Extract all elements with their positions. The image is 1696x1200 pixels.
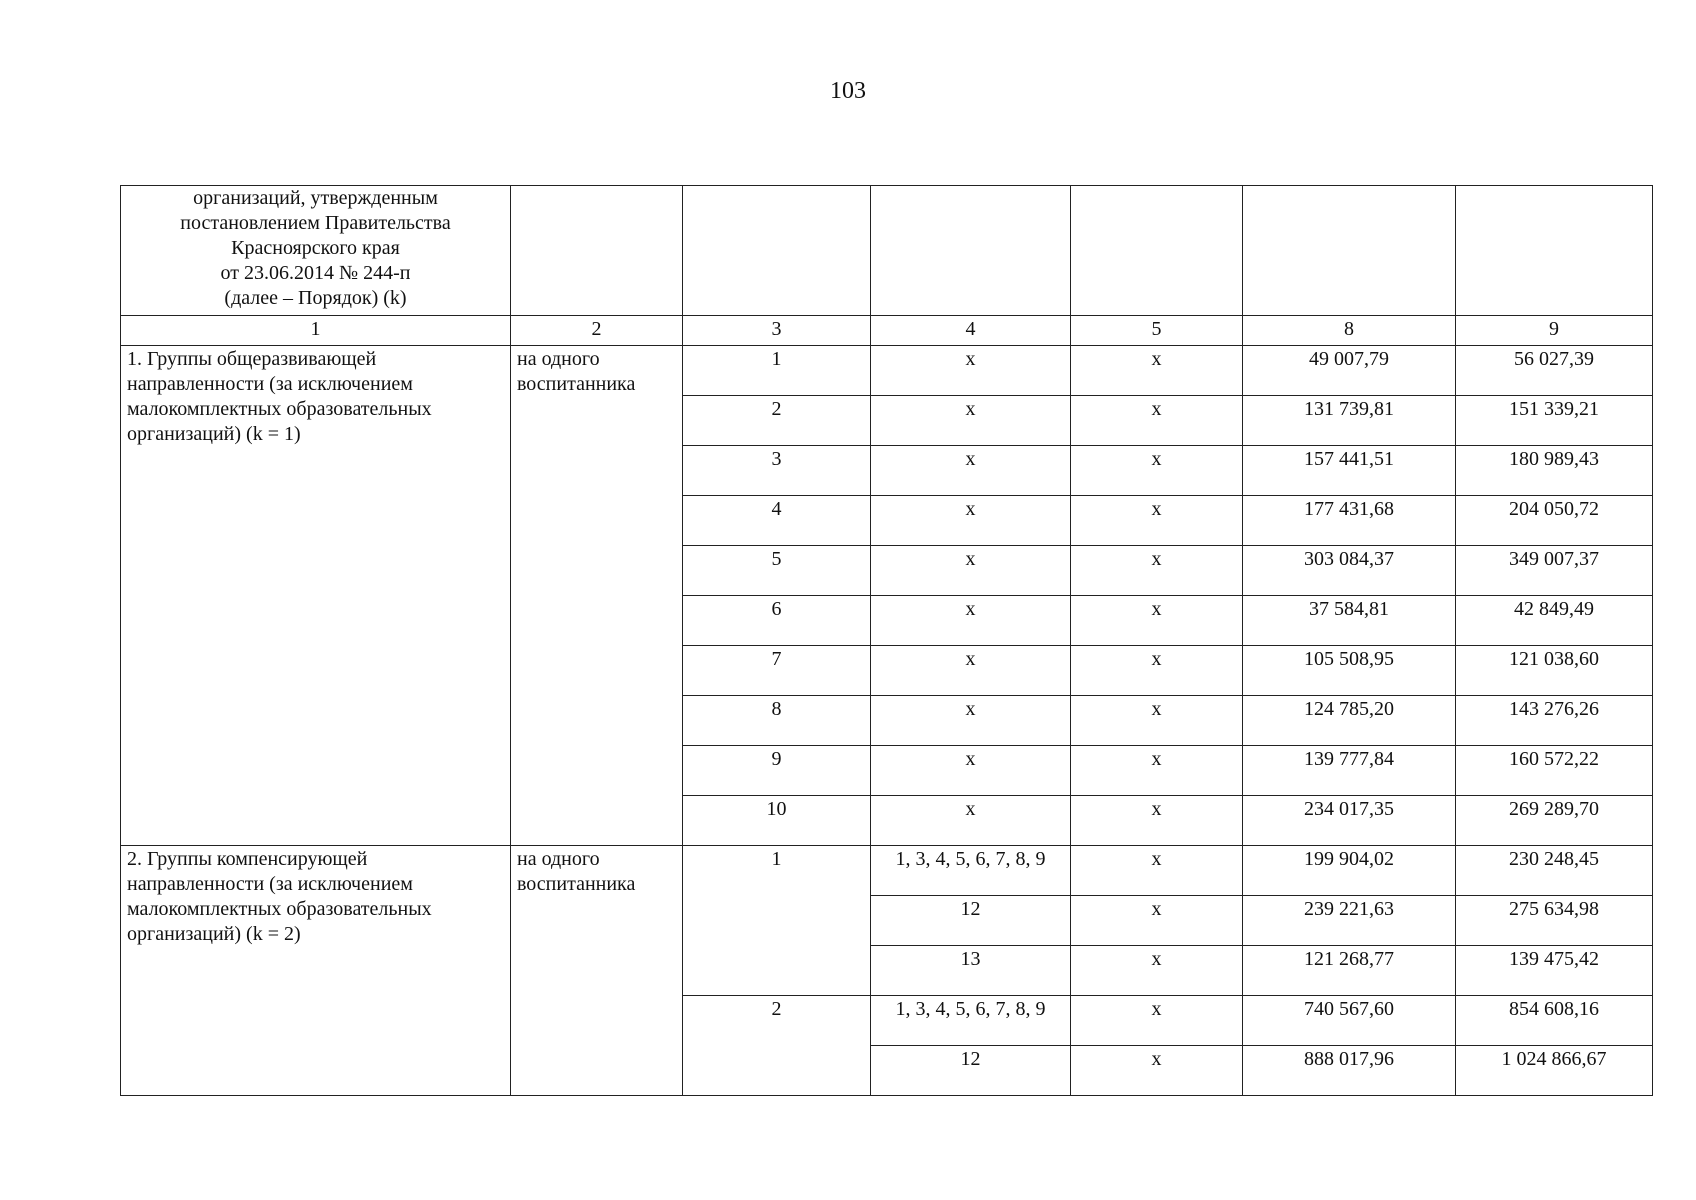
col3-value: 2 — [683, 396, 871, 446]
group-name: 2. Группы компенсирующей направленности (за исключением малокомплектных образовательных организаций) (k = 2) — [121, 846, 511, 1096]
col4-value: х — [871, 796, 1071, 846]
col4-value: х — [871, 646, 1071, 696]
column-number: 1 — [121, 316, 511, 346]
col8-value: 303 084,37 — [1243, 546, 1456, 596]
col3-value: 10 — [683, 796, 871, 846]
col5-value: х — [1071, 796, 1243, 846]
col9-value: 1 024 866,67 — [1456, 1046, 1653, 1096]
col9-value: 269 289,70 — [1456, 796, 1653, 846]
col5-value: х — [1071, 546, 1243, 596]
page-number: 103 — [830, 78, 866, 104]
col4-value: 12 — [871, 896, 1071, 946]
col8-value: 177 431,68 — [1243, 496, 1456, 546]
col4-value: 13 — [871, 946, 1071, 996]
col5-value: х — [1071, 996, 1243, 1046]
header-line: организаций, утвержденным — [193, 187, 438, 209]
col9-value: 151 339,21 — [1456, 396, 1653, 446]
column-number: 5 — [1071, 316, 1243, 346]
col8-value: 131 739,81 — [1243, 396, 1456, 446]
group-name: 1. Группы общеразвивающей направленности (за исключением малокомплектных образовательных организаций) (k = 1) — [121, 346, 511, 846]
col9-value: 275 634,98 — [1456, 896, 1653, 946]
col3-value: 9 — [683, 746, 871, 796]
col8-value: 37 584,81 — [1243, 596, 1456, 646]
col9-value: 56 027,39 — [1456, 346, 1653, 396]
col9-value: 139 475,42 — [1456, 946, 1653, 996]
col3-value: 1 — [683, 846, 871, 996]
col9-value: 349 007,37 — [1456, 546, 1653, 596]
col9-value: 143 276,26 — [1456, 696, 1653, 746]
col4-value: 1, 3, 4, 5, 6, 7, 8, 9 — [871, 996, 1071, 1046]
col5-value: х — [1071, 396, 1243, 446]
header-cell-1 — [121, 186, 511, 316]
col8-value: 121 268,77 — [1243, 946, 1456, 996]
col4-value: 12 — [871, 1046, 1071, 1096]
col8-value: 239 221,63 — [1243, 896, 1456, 946]
col9-value: 160 572,22 — [1456, 746, 1653, 796]
col5-value: х — [1071, 896, 1243, 946]
col4-value: х — [871, 496, 1071, 546]
col8-value: 740 567,60 — [1243, 996, 1456, 1046]
header-cell-5 — [1071, 186, 1243, 316]
col5-value: х — [1071, 1046, 1243, 1096]
tariff-table — [120, 185, 1653, 1096]
col5-value: х — [1071, 696, 1243, 746]
column-number: 8 — [1243, 316, 1456, 346]
col5-value: х — [1071, 646, 1243, 696]
col3-value: 3 — [683, 446, 871, 496]
col9-value: 230 248,45 — [1456, 846, 1653, 896]
col4-value: х — [871, 696, 1071, 746]
header-cell-2 — [511, 186, 683, 316]
header-line: (далее – Порядок) (k) — [224, 287, 407, 309]
col9-value: 42 849,49 — [1456, 596, 1653, 646]
col3-value: 8 — [683, 696, 871, 746]
col3-value: 6 — [683, 596, 871, 646]
col9-value: 180 989,43 — [1456, 446, 1653, 496]
col3-value: 5 — [683, 546, 871, 596]
header-line: постановлением Правительства — [180, 212, 451, 234]
header-line: Красноярского края — [231, 237, 400, 259]
col4-value: х — [871, 746, 1071, 796]
header-cell-4 — [871, 186, 1071, 316]
column-number: 4 — [871, 316, 1071, 346]
col4-value: х — [871, 596, 1071, 646]
group-unit: на одного воспитанника — [511, 346, 683, 846]
col4-value: х — [871, 446, 1071, 496]
column-number: 2 — [511, 316, 683, 346]
col4-value: 1, 3, 4, 5, 6, 7, 8, 9 — [871, 846, 1071, 896]
col8-value: 124 785,20 — [1243, 696, 1456, 746]
col8-value: 234 017,35 — [1243, 796, 1456, 846]
col5-value: х — [1071, 446, 1243, 496]
col8-value: 49 007,79 — [1243, 346, 1456, 396]
col5-value: х — [1071, 496, 1243, 546]
column-number: 9 — [1456, 316, 1653, 346]
col9-value: 121 038,60 — [1456, 646, 1653, 696]
col8-value: 888 017,96 — [1243, 1046, 1456, 1096]
column-number-row — [121, 316, 1653, 346]
col4-value: х — [871, 546, 1071, 596]
header-line: от 23.06.2014 № 244-п — [220, 262, 411, 284]
col3-value: 2 — [683, 996, 871, 1096]
col5-value: х — [1071, 846, 1243, 896]
col4-value: х — [871, 396, 1071, 446]
col3-value: 7 — [683, 646, 871, 696]
col3-value: 1 — [683, 346, 871, 396]
col9-value: 204 050,72 — [1456, 496, 1653, 546]
col8-value: 199 904,02 — [1243, 846, 1456, 896]
col8-value: 105 508,95 — [1243, 646, 1456, 696]
col5-value: х — [1071, 746, 1243, 796]
table-row — [121, 346, 1653, 396]
col5-value: х — [1071, 946, 1243, 996]
table-row — [121, 846, 1653, 896]
col9-value: 854 608,16 — [1456, 996, 1653, 1046]
header-cell-8 — [1243, 186, 1456, 316]
col5-value: х — [1071, 596, 1243, 646]
col3-value: 4 — [683, 496, 871, 546]
col8-value: 139 777,84 — [1243, 746, 1456, 796]
group-unit: на одного воспитанника — [511, 846, 683, 1096]
header-cell-3 — [683, 186, 871, 316]
table-header-row — [121, 186, 1653, 316]
header-cell-9 — [1456, 186, 1653, 316]
col5-value: х — [1071, 346, 1243, 396]
col4-value: х — [871, 346, 1071, 396]
column-number: 3 — [683, 316, 871, 346]
col8-value: 157 441,51 — [1243, 446, 1456, 496]
